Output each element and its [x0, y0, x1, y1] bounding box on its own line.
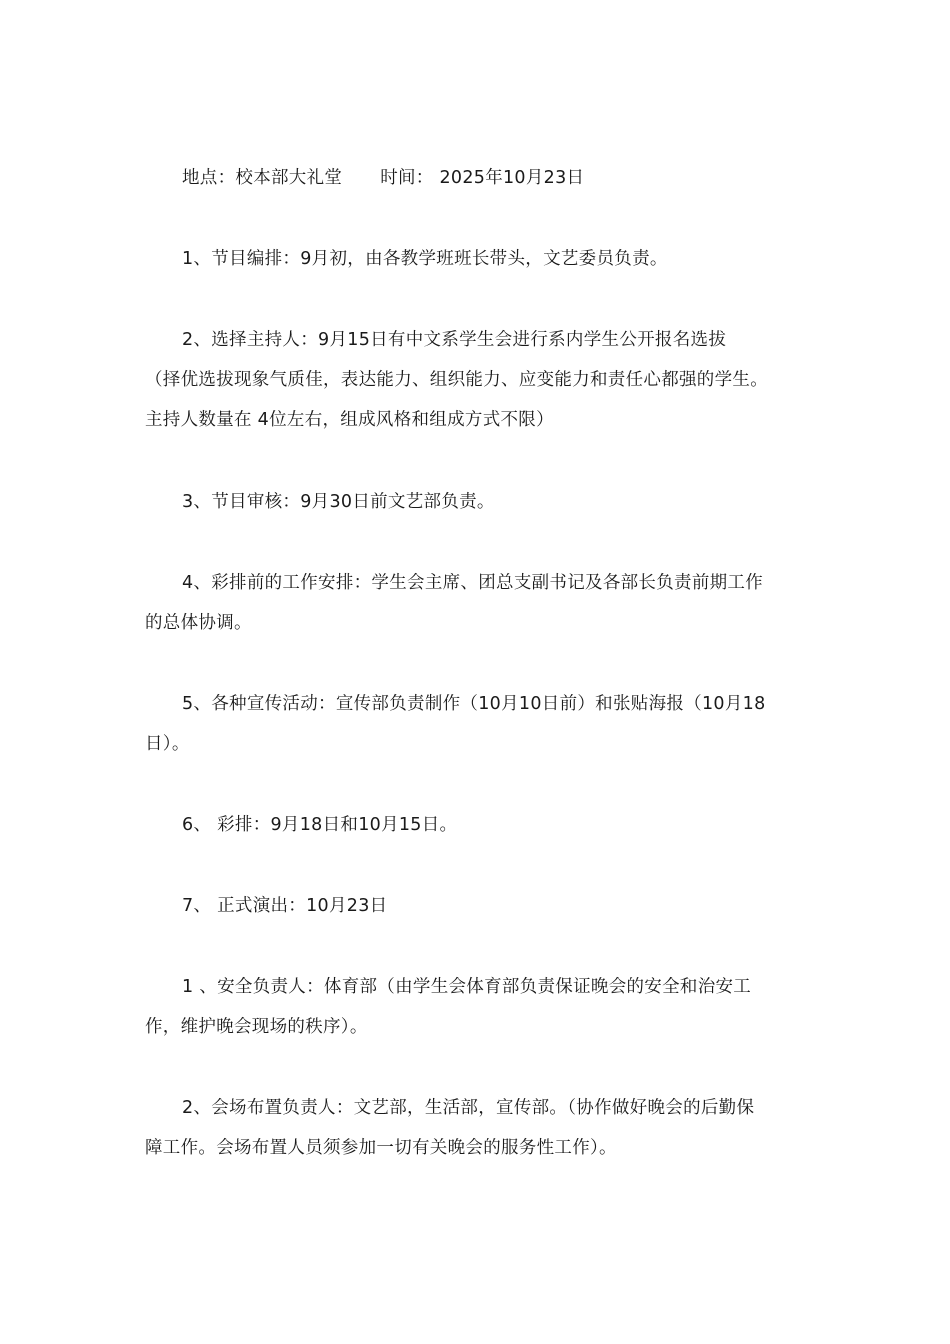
paragraph-line: 6、 彩排：9月18日和10月15日。	[182, 815, 458, 835]
paragraph-line: 作，维护晚会现场的秩序）。	[145, 1017, 368, 1037]
paragraph-line: （择优选拔现象气质佳，表达能力、组织能力、应变能力和责任心都强的学生。	[145, 370, 768, 390]
time-text: 时间： 2025年10月23日	[380, 168, 585, 188]
schedule-item-5	[145, 684, 810, 764]
schedule-item-3	[145, 482, 810, 522]
schedule-item-6	[145, 805, 810, 845]
location-text: 地点：校本部大礼堂	[182, 168, 343, 188]
responsibility-item-2	[145, 1088, 810, 1168]
paragraph-line: 2、选择主持人：9月15日有中文系学生会进行系内学生公开报名选拔	[182, 330, 727, 350]
paragraph-line: 4、彩排前的工作安排：学生会主席、团总支副书记及各部长负责前期工作	[182, 573, 764, 593]
paragraph-line: 1 、安全负责人：体育部（由学生会体育部负责保证晚会的安全和治安工	[182, 977, 752, 997]
paragraph-line: 5、各种宣传活动：宣传部负责制作（10月10日前）和张贴海报（10月18	[182, 694, 766, 714]
location-time-line	[145, 158, 810, 198]
paragraph-line: 2、会场布置负责人：文艺部，生活部，宣传部。（协作做好晚会的后勤保	[182, 1098, 755, 1118]
schedule-item-2	[145, 320, 810, 440]
paragraph-line: 3、节目审核：9月30日前文艺部负责。	[182, 492, 495, 512]
responsibility-item-1	[145, 967, 810, 1047]
paragraph-line: 障工作。会场布置人员须参加一切有关晚会的服务性工作）。	[145, 1138, 617, 1158]
paragraph-line: 1、节目编排：9月初，由各教学班班长带头，文艺委员负责。	[182, 249, 668, 269]
schedule-item-1	[145, 239, 810, 279]
paragraph-line: 7、 正式演出：10月23日	[182, 896, 388, 916]
paragraph-line: 日）。	[145, 734, 190, 754]
paragraph-line: 的总体协调。	[145, 613, 252, 633]
schedule-item-7	[145, 886, 810, 926]
schedule-item-4	[145, 563, 810, 643]
paragraph-line: 主持人数量在 4位左右，组成风格和组成方式不限）	[145, 410, 554, 430]
